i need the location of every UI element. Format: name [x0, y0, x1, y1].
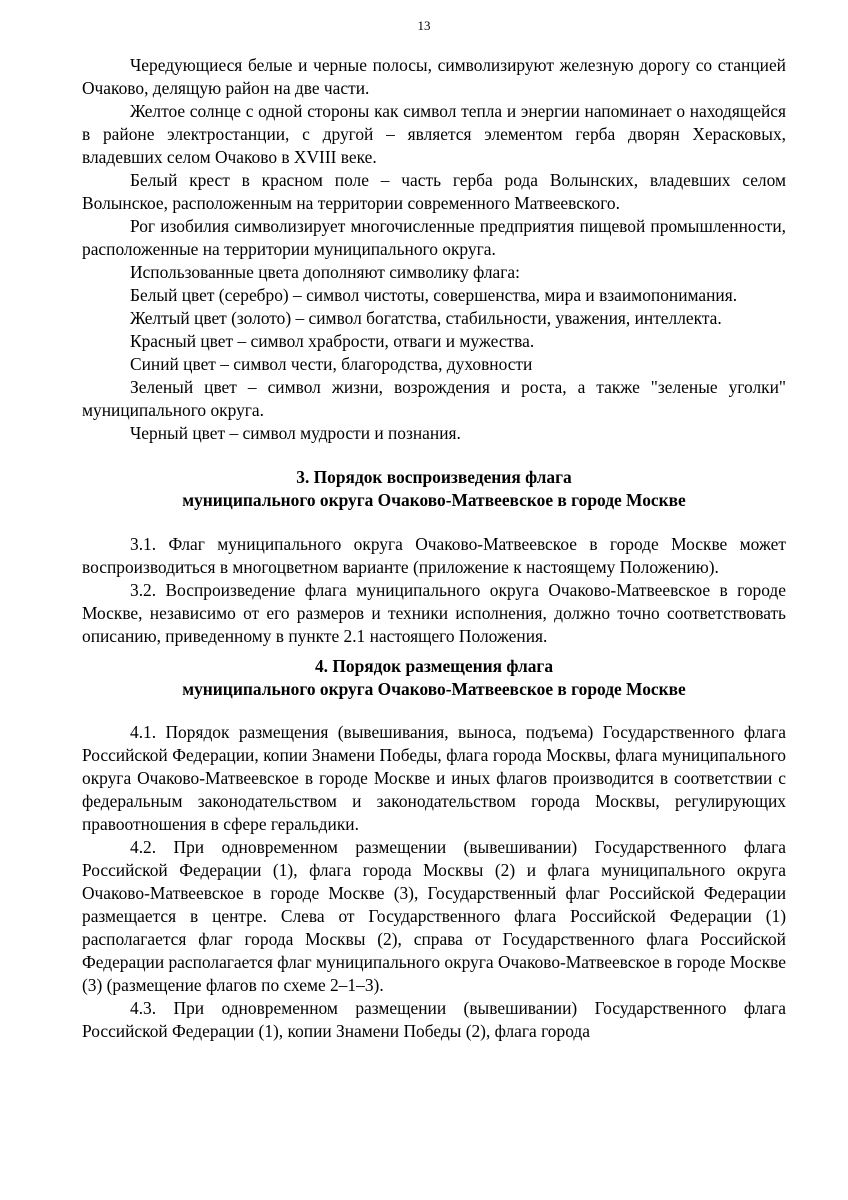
paragraph-stripes: Чередующиеся белые и черные полосы, символизируют железную дорогу со станцией Очаково, делящую район на две части.: [82, 55, 786, 98]
paragraph-color-white: Белый цвет (серебро) – символ чистоты, совершенства, мира и взаимопонимания.: [130, 285, 738, 305]
section-3-heading-line1: 3. Порядок воспроизведения флага: [296, 467, 572, 487]
section-3-heading-line2: муниципального округа Очаково-Матвеевское в городе Москве: [182, 490, 686, 510]
paragraph-sun: Желтое солнце с одной стороны как символ тепла и энергии напоминает о находящейся в районе электростанции, с другой – является элементом герба дворян Херасковых, владевших селом Очаково в XVIII веке.: [82, 101, 786, 167]
paragraph-4-1: 4.1. Порядок размещения (вывешивания, выноса, подъема) Государственного флага Российской Федерации, копии Знамени Победы, флага города Москвы, флага муниципального округа Очаково-Матвеевское в городе Москве и иных флагов производится в соответствии с федеральным законодательством и законодательством города Москвы, регулирующих правоотношения в сфере геральдики.: [82, 722, 786, 834]
paragraph-4-3: 4.3. При одновременном размещении (вывешивании) Государственного флага Российской Федерации (1), копии Знамени Победы (2), флага города: [82, 998, 786, 1041]
paragraph-color-green: Зеленый цвет – символ жизни, возрождения и роста, а также "зеленые уголки" муниципального округа.: [82, 377, 786, 420]
paragraph-3-2: 3.2. Воспроизведение флага муниципального округа Очаково-Матвеевское в городе Москве, независимо от его размеров и техники исполнения, должно точно соответствовать описанию, приведенному в пункте 2.1 настоящего Положения.: [82, 580, 786, 646]
paragraph-color-blue: Синий цвет – символ чести, благородства, духовности: [130, 354, 533, 374]
paragraph-cornucopia: Рог изобилия символизирует многочисленные предприятия пищевой промышленности, расположенные на территории муниципального округа.: [82, 216, 786, 259]
paragraph-color-red: Красный цвет – символ храбрости, отваги и мужества.: [130, 331, 535, 351]
section-4-heading: [82, 655, 786, 701]
section-4-heading-line2: муниципального округа Очаково-Матвеевское в городе Москве: [182, 679, 686, 699]
paragraph-4-2: 4.2. При одновременном размещении (вывешивании) Государственного флага Российской Федерации (1), флага города Москвы (2) и флага муниципального округа Очаково-Матвеевское в городе Москве (3), Государственный флаг Российской Федерации размещается в центре. Слева от Государственного флага Российской Федерации (1) располагается флаг города Москвы (2), справа от Государственного флага Российской Федерации располагается флаг муниципального округа Очаково-Матвеевское в городе Москве (3) (размещение флагов по схеме 2–1–3).: [82, 837, 786, 995]
page-number: 13: [417, 18, 431, 33]
paragraph-3-1: 3.1. Флаг муниципального округа Очаково-Матвеевское в городе Москве может воспроизводиться в многоцветном варианте (приложение к настоящему Положению).: [82, 534, 786, 577]
paragraph-color-yellow: Желтый цвет (золото) – символ богатства, стабильности, уважения, интеллекта.: [130, 308, 722, 328]
paragraph-colors-intro: Использованные цвета дополняют символику флага:: [130, 262, 520, 282]
section-4-heading-line1: 4. Порядок размещения флага: [314, 656, 554, 676]
paragraph-cross: Белый крест в красном поле – часть герба рода Волынских, владевших селом Волынское, расположенным на территории современного Матвеевского.: [82, 170, 786, 213]
section-3-heading: [82, 466, 786, 512]
paragraph-color-black: Черный цвет – символ мудрости и познания.: [130, 423, 461, 443]
document-body: [82, 54, 786, 1043]
